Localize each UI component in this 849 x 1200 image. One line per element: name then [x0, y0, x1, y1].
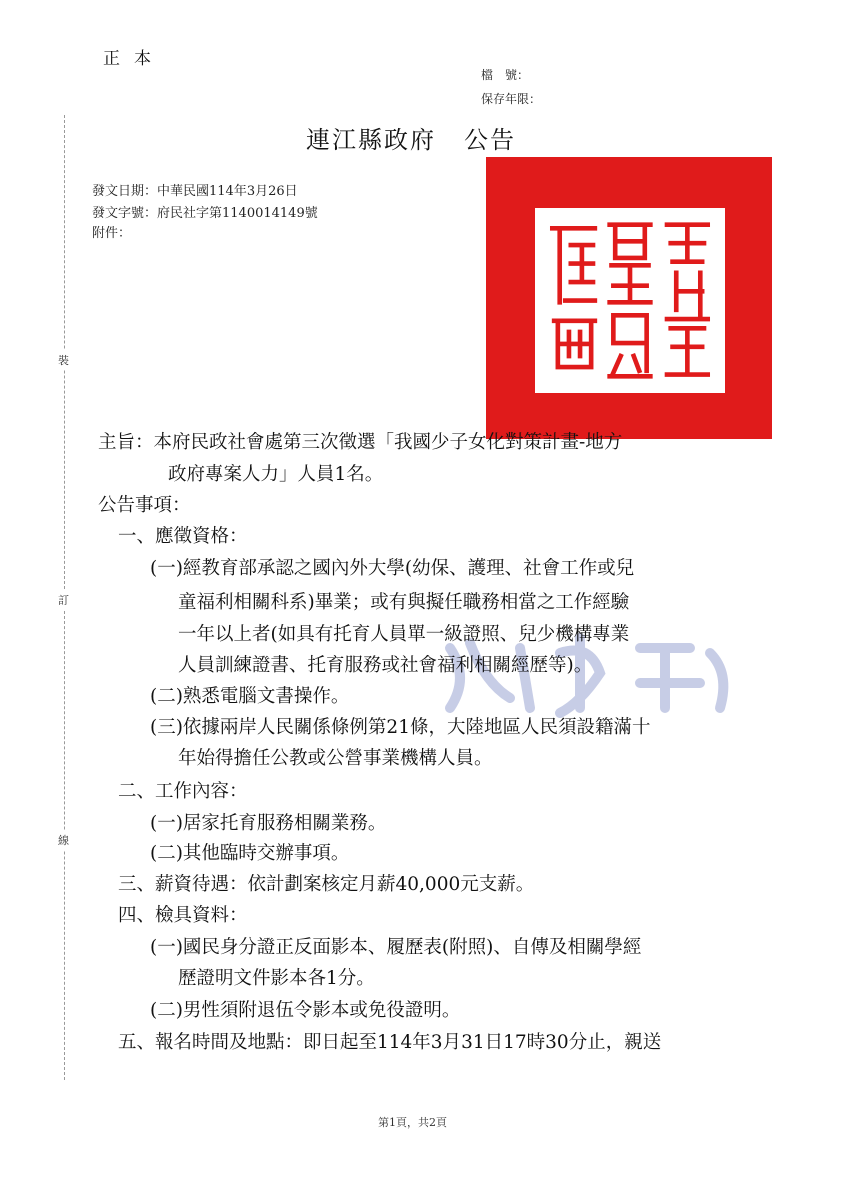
binding-char-xian: 線	[58, 830, 69, 850]
notice-heading: 公告事項：	[98, 495, 191, 516]
section-2-item-2: (二)其他臨時交辦事項。	[150, 843, 350, 864]
page-number: 第1頁，共2頁	[378, 1116, 447, 1129]
agency-name: 連江縣政府	[306, 126, 436, 154]
section-1-item-1-line-1: (一)經教育部承認之國內外大學(幼保、護理、社會工作或兒	[150, 558, 635, 579]
binding-char-ding: 訂	[58, 590, 69, 610]
document-type: 公告	[464, 126, 516, 154]
retention-label: 保存年限：	[481, 92, 542, 106]
section-1-title: 一、應徵資格：	[118, 526, 248, 547]
section-1-item-1-line-4: 人員訓練證書、托育服務或社會福利相關經歷等)。	[178, 655, 593, 676]
official-seal	[486, 157, 772, 439]
section-1-item-2: (二)熟悉電腦文書操作。	[150, 686, 350, 707]
binding-char-zhuang: 裝	[58, 350, 69, 370]
section-4-title: 四、檢具資料：	[118, 905, 248, 926]
section-2-item-1: (一)居家托育服務相關業務。	[150, 813, 387, 834]
document-number: 發文字號：府民社字第1140014149號	[92, 206, 318, 221]
section-3-salary: 三、薪資待遇：依計劃案核定月薪40,000元支薪。	[118, 874, 535, 895]
section-1-item-3-line-1: (三)依據兩岸人民關係條例第21條，大陸地區人民須設籍滿十	[150, 717, 651, 738]
subject-line-2: 政府專案人力」人員1名。	[168, 464, 384, 485]
section-1-item-3-line-2: 年始得擔任公教或公營事業機構人員。	[178, 748, 493, 769]
section-1-item-1-line-3: 一年以上者(如具有托育人員單一級證照、兒少機構專業	[178, 624, 630, 645]
section-4-item-1-line-2: 歷證明文件影本各1分。	[178, 968, 375, 989]
section-4-item-1-line-1: (一)國民身分證正反面影本、履歷表(附照)、自傳及相關學經	[150, 937, 642, 958]
seal-glyphs-icon	[535, 208, 725, 393]
section-4-item-2: (二)男性須附退伍令影本或免役證明。	[150, 1000, 461, 1021]
section-2-title: 二、工作內容：	[118, 781, 248, 802]
section-1-item-1-line-2: 童福利相關科系)畢業；或有與擬任職務相當之工作經驗	[178, 592, 630, 613]
section-5-registration: 五、報名時間及地點：即日起至114年3月31日17時30分止，親送	[118, 1032, 662, 1053]
file-number-label: 檔 號：	[481, 68, 530, 82]
document-title	[306, 120, 516, 155]
copy-label: 正本	[103, 49, 165, 69]
attachment-label: 附件：	[92, 226, 132, 241]
issue-date: 發文日期：中華民國114年3月26日	[92, 184, 298, 199]
subject-line-1: 主旨：本府民政社會處第三次徵選「我國少子女化對策計畫-地方	[98, 432, 623, 453]
seal-inner-frame	[529, 202, 731, 399]
